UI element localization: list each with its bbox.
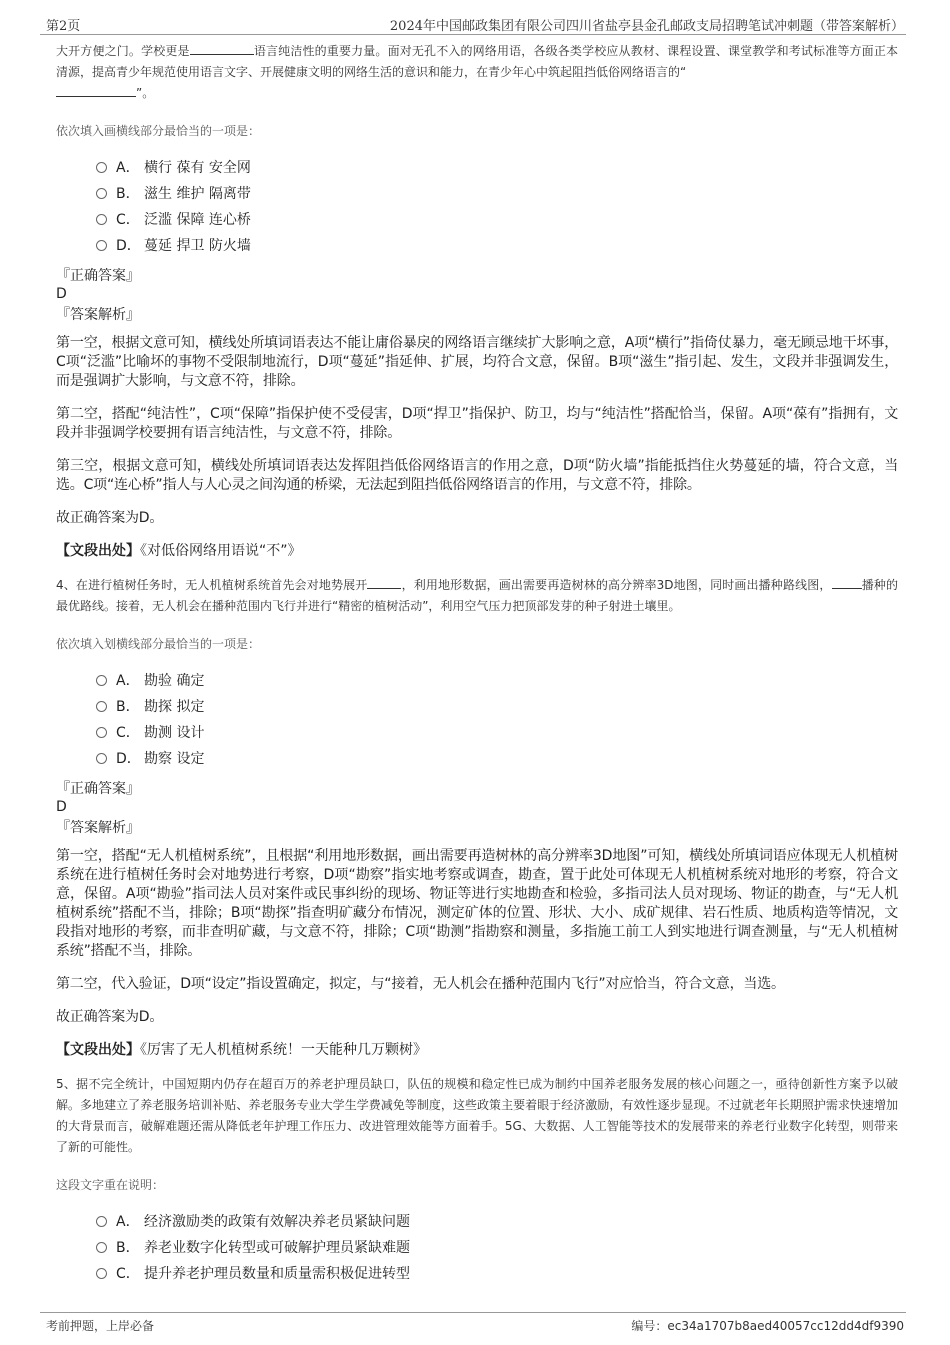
- q3-option-d[interactable]: D． 蔓延 捍卫 防火墙: [96, 233, 898, 259]
- radio-icon[interactable]: [96, 240, 107, 251]
- q5-prompt: 这段文字重在说明：: [56, 1178, 165, 1192]
- q4-options: [96, 668, 898, 772]
- q3-stem: 大开方便之门。学校更是 语言纯洁性的重要力量。面对无孔不入的网络用语，各级各类学校应从教材、课程设置、课堂教学和考试标准等方面正本清源，提高青少年规范使用语言文字、开展健康文明的网络生活的意识和能力，在青少年心中筑起阻挡低俗网络语言的“ ”。: [56, 44, 898, 100]
- page-content: [56, 41, 898, 1287]
- radio-icon[interactable]: [96, 214, 107, 225]
- radio-icon[interactable]: [96, 188, 107, 199]
- radio-icon[interactable]: [96, 701, 107, 712]
- radio-icon[interactable]: [96, 753, 107, 764]
- q5-options: [96, 1209, 898, 1287]
- q4-analysis-label: 『答案解析』: [56, 820, 140, 836]
- q3-options: [96, 155, 898, 259]
- q5-stem: 5、据不完全统计，中国短期内仍存在超百万的养老护理员缺口，队伍的规模和稳定性已成为制约中国养老服务发展的核心问题之一，亟待创新性方案予以破解。多地建立了养老服务培训补贴、养老服务专业大学生学费减免等制度，这些政策主要着眼于经济激励，有效性逐步显现。不过就老年长期照护需求快速增加的大背景而言，破解难题还需从降低老年护理工作压力、改进管理效能等方面着手。5G、大数据、人工智能等技术的发展带来的养老行业数字化转型，则带来了新的可能性。: [56, 1077, 898, 1154]
- radio-icon[interactable]: [96, 1268, 107, 1279]
- q4-option-c[interactable]: C． 勘测 设计: [96, 720, 898, 746]
- q3-analysis-2: 第二空，搭配“纯洁性”，C项“保障”指保护使不受侵害，D项“捍卫”指保护、防卫，均与“纯洁性”搭配恰当，保留。A项“葆有”指拥有，文段并非强调学校要拥有语言纯洁性，与文意不符，排除。: [56, 406, 898, 441]
- document-title: 2024年中国邮政集团有限公司四川省盐亭县金孔邮政支局招聘笔试冲刺题（带答案解析）: [389, 19, 904, 34]
- q4-blank-1: [367, 576, 401, 589]
- q3-option-b[interactable]: B． 滋生 维护 隔离带: [96, 181, 898, 207]
- q3-answer-label: 『正确答案』: [56, 268, 140, 284]
- q3-analysis-label: 『答案解析』: [56, 307, 140, 323]
- q4-analysis-1: 第一空，搭配“无人机植树系统”，且根据“利用地形数据，画出需要再造树林的高分辨率3D地图”可知，横线处所填词语应体现无人机植树系统在进行植树任务时会对地势进行考察，D项“勘察”指实地考察或调查，勘查，置于此处可体现无人机植树系统对地形的考察，符合文意，保留。A项“勘验”指司法人员对案件或民事纠纷的现场、物证等进行实地勘查和检验，多指司法人员对现场、物证的勘查，与“无人机植树系统”搭配不当，排除；B项“勘探”指查明矿藏分布情况，测定矿体的位置、形状、大小、成矿规律、岩石性质、地质构造等情况，文段指对地形的考察，而非查明矿藏，与文意不符，排除；C项“勘测”指勘察和测量，多指施工前工人到实地进行调查测量，与“无人机植树系统”搭配不当，排除。: [56, 848, 898, 959]
- q4-blank-2: [832, 576, 862, 589]
- q5-option-b[interactable]: B． 养老业数字化转型或可破解护理员紧缺难题: [96, 1235, 898, 1261]
- radio-icon[interactable]: [96, 675, 107, 686]
- q4-option-b[interactable]: B． 勘探 拟定: [96, 694, 898, 720]
- q4-option-d[interactable]: D． 勘察 设定: [96, 746, 898, 772]
- q3-answer: D: [56, 286, 67, 302]
- q4-answer: D: [56, 799, 67, 815]
- q5-option-c[interactable]: C． 提升养老护理员数量和质量需积极促进转型: [96, 1261, 898, 1287]
- q4-option-a[interactable]: A． 勘验 确定: [96, 668, 898, 694]
- q4-prompt: 依次填入划横线部分最恰当的一项是：: [56, 637, 261, 651]
- q3-blank-3: [56, 84, 136, 97]
- radio-icon[interactable]: [96, 727, 107, 738]
- q4-analysis-2: 第二空，代入验证，D项“设定”指设置确定，拟定，与“接着，无人机会在播种范围内飞行”对应恰当，符合文意，当选。: [56, 976, 785, 992]
- q4-source: 【文段出处】《厉害了无人机植树系统！一天能种几万颗树》: [56, 1042, 427, 1058]
- q3-option-c[interactable]: C． 泛滥 保障 连心桥: [96, 207, 898, 233]
- q3-blank-1: [190, 42, 254, 55]
- radio-icon[interactable]: [96, 1216, 107, 1227]
- page-number: 第2页: [46, 19, 81, 34]
- radio-icon[interactable]: [96, 1242, 107, 1253]
- q3-analysis-3: 第三空，根据文意可知，横线处所填词语表达发挥阻挡低俗网络语言的作用之意，D项“防火墙”指能抵挡住火势蔓延的墙，符合文意，当选。C项“连心桥”指人与人心灵之间沟通的桥梁，无法起到阻挡低俗网络语言的作用，与文意不符，排除。: [56, 458, 898, 493]
- q3-conclusion: 故正确答案为D。: [56, 510, 164, 526]
- page-header: [40, 12, 906, 35]
- q3-option-a[interactable]: A． 横行 葆有 安全网: [96, 155, 898, 181]
- q3-prompt: 依次填入画横线部分最恰当的一项是：: [56, 124, 261, 138]
- q4-answer-label: 『正确答案』: [56, 781, 140, 797]
- page-footer: [40, 1312, 906, 1337]
- q3-analysis-1: 第一空，根据文意可知，横线处所填词语表达不能让庸俗暴戾的网络语言继续扩大影响之意，A项“横行”指倚仗暴力，毫无顾忌地干坏事，C项“泛滥”比喻坏的事物不受限制地流行，D项“蔓延”指延伸、扩展，均符合文意，保留。B项“滋生”指引起、发生，文段并非强调发生，而是强调扩大影响，与文意不符，排除。: [56, 335, 898, 389]
- q3-source: 【文段出处】《对低俗网络用语说“不”》: [56, 543, 302, 559]
- radio-icon[interactable]: [96, 162, 107, 173]
- q4-conclusion: 故正确答案为D。: [56, 1009, 164, 1025]
- document-code: 编号：ec34a1707b8aed40057cc12dd4df9390: [631, 1319, 904, 1333]
- q4-stem: 4、在进行植树任务时，无人机植树系统首先会对地势展开 ，利用地形数据，画出需要再造树林的高分辨率3D地图，同时画出播种路线图， 播种的最优路线。接着，无人机会在播种范围内飞行并进行“精密的植树活动”，利用空气压力把顶部发芽的种子射进土壤里。: [56, 578, 898, 613]
- footer-slogan: 考前押题，上岸必备: [46, 1319, 155, 1333]
- q5-option-a[interactable]: A． 经济激励类的政策有效解决养老员紧缺问题: [96, 1209, 898, 1235]
